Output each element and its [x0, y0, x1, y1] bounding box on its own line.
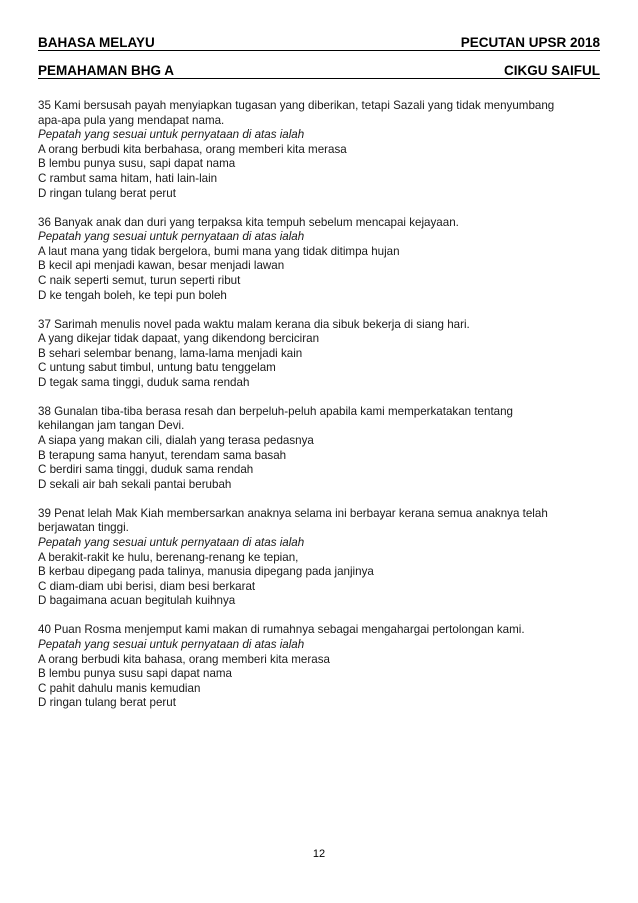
header-rule-bottom [38, 78, 600, 79]
option-d: D bagaimana acuan begitulah kuihnya [38, 594, 236, 608]
option-c: C diam-diam ubi berisi, diam besi berkarat [38, 579, 256, 593]
option-c: C rambut sama hitam, hati lain-lain [38, 171, 218, 185]
option-b: B sehari selembar benang, lama-lama menjadi kain [38, 346, 303, 360]
option-b: B lembu punya susu, sapi dapat nama [38, 157, 236, 171]
option-d: D ke tengah boleh, ke tepi pun boleh [38, 288, 227, 302]
option-c: C naik seperti semut, turun seperti ribut [38, 273, 241, 287]
question-list [38, 99, 600, 725]
question-prompt: Pepatah yang sesuai untuk pernyataan di atas ialah [38, 637, 305, 651]
question-36 [38, 216, 600, 304]
question-stem: 38 Gunalan tiba-tiba berasa resah dan berpeluh-peluh apabila kami memperkatakan tentang kehilangan jam tangan Devi. [38, 404, 514, 433]
subject-title: BAHASA MELAYU [38, 35, 155, 50]
option-b: B kerbau dipegang pada talinya, manusia dipegang pada janjinya [38, 565, 374, 579]
option-d: D sekali air bah sekali pantai berubah [38, 477, 232, 491]
section-title: PEMAHAMAN BHG A [38, 63, 174, 78]
header-top-row [38, 30, 600, 50]
series-title: PECUTAN UPSR 2018 [460, 35, 600, 50]
option-b: B kecil api menjadi kawan, besar menjadi lawan [38, 259, 285, 273]
option-b: B terapung sama hanyut, terendam sama basah [38, 448, 287, 462]
question-stem: 40 Puan Rosma menjemput kami makan di rumahnya sebagai mengahargai pertolongan kami. [38, 623, 525, 637]
option-d: D ringan tulang berat perut [38, 696, 176, 710]
teacher-name: CIKGU SAIFUL [504, 63, 600, 78]
option-a: A orang berbudi kita bahasa, orang memberi kita merasa [38, 652, 330, 666]
question-38 [38, 405, 600, 493]
question-prompt: Pepatah yang sesuai untuk pernyataan di atas ialah [38, 536, 305, 549]
option-c: C pahit dahulu manis kemudian [38, 681, 201, 695]
option-a: A orang berbudi kita berbahasa, orang memberi kita merasa [38, 142, 347, 156]
question-stem: 39 Penat lelah Mak Kiah membersarkan anaknya selama ini berbayar kerana semua anaknya telah berjawatan tinggi. [38, 506, 548, 535]
question-prompt: Pepatah yang sesuai untuk pernyataan di atas ialah [38, 128, 305, 142]
option-b: B lembu punya susu sapi dapat nama [38, 667, 232, 681]
option-a: A siapa yang makan cili, dialah yang terasa pedasnya [38, 434, 314, 448]
option-a: A yang dikejar tidak dapaat, yang dikendong berciciran [38, 332, 320, 346]
page-number: 12 [312, 848, 326, 860]
question-prompt: Pepatah yang sesuai untuk pernyataan di atas ialah [38, 230, 305, 244]
option-d: D ringan tulang berat perut [38, 186, 176, 200]
question-40 [38, 623, 600, 711]
option-c: C berdiri sama tinggi, duduk sama rendah [38, 463, 254, 477]
question-stem: 36 Banyak anak dan duri yang terpaksa kita tempuh sebelum mencapai kejayaan. [38, 215, 459, 229]
option-a: A laut mana yang tidak bergelora, bumi mana yang tidak ditimpa hujan [38, 244, 400, 258]
option-a: A berakit-rakit ke hulu, berenang-renang ke tepian, [38, 550, 299, 564]
option-d: D tegak sama tinggi, duduk sama rendah [38, 375, 250, 389]
header-rule-top [38, 50, 600, 51]
question-39 [38, 507, 600, 609]
header-bottom-row [38, 58, 600, 78]
question-stem: 35 Kami bersusah payah menyiapkan tugasan yang diberikan, tetapi Sazali yang tidak menyumbang apa-apa pula yang mendapat nama. [38, 99, 555, 127]
option-c: C untung sabut timbul, untung batu tenggelam [38, 361, 276, 375]
question-37 [38, 318, 600, 391]
question-stem: 37 Sarimah menulis novel pada waktu malam kerana dia sibuk bekerja di siang hari. [38, 317, 470, 331]
question-35 [38, 99, 600, 201]
